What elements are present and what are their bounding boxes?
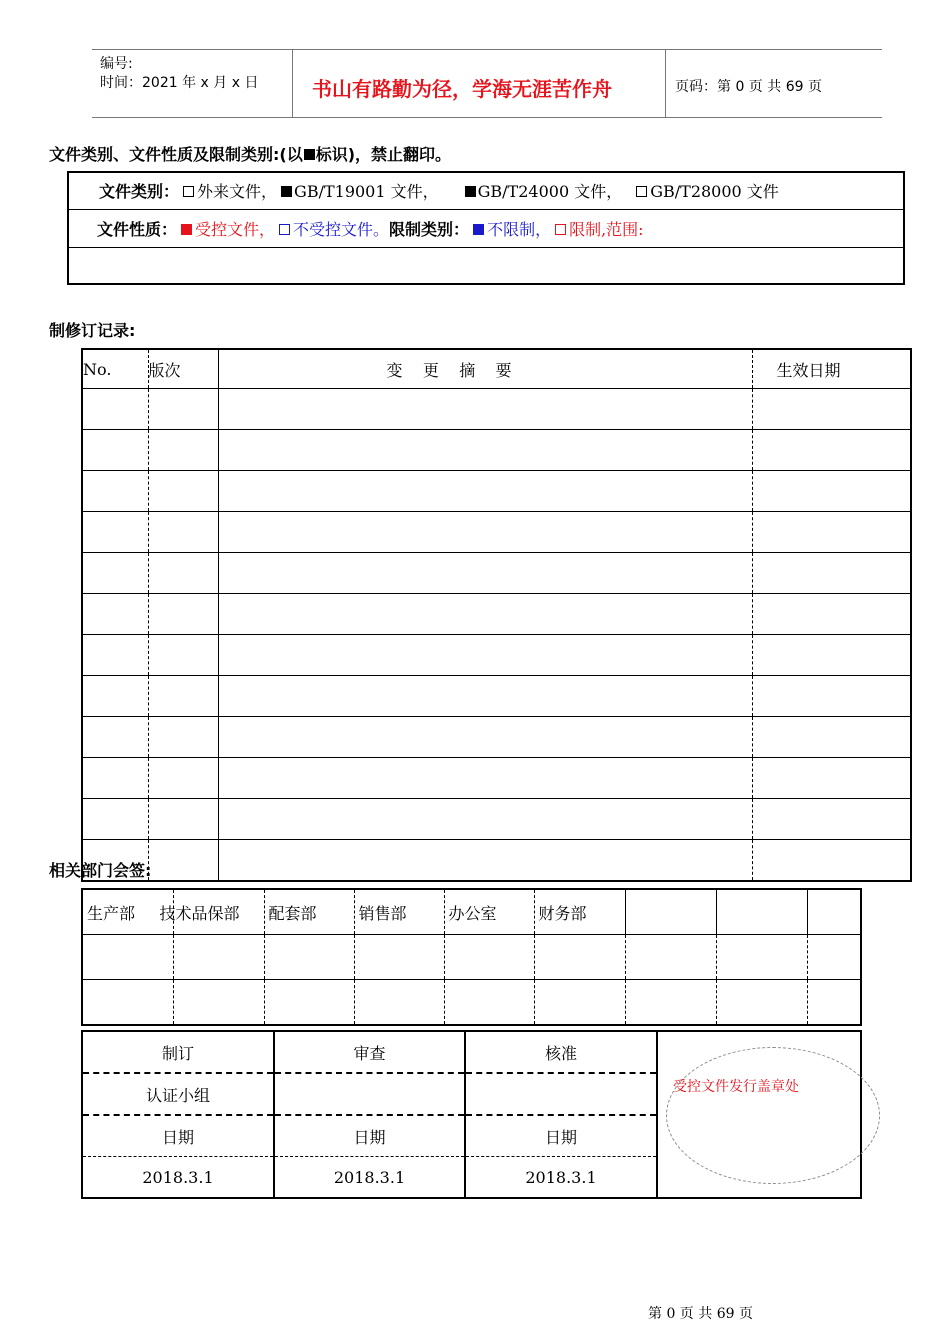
table-cell[interactable] (82, 799, 148, 840)
table-cell[interactable] (752, 635, 911, 676)
code-label: 编号: (100, 56, 133, 72)
table-cell[interactable] (752, 471, 911, 512)
page-label: 页码：第 0 页 共 69 页 (675, 79, 822, 95)
table-row (82, 471, 911, 512)
label-approved: 核准 (544, 1043, 577, 1063)
col-effective-date: 生效日期 (776, 360, 841, 380)
notice-text-after: 标识)，禁止翻印。 (315, 145, 452, 164)
table-cell[interactable] (752, 717, 911, 758)
seal-oval (666, 1047, 880, 1184)
table-cell[interactable] (82, 758, 148, 799)
signature-cell[interactable] (625, 935, 716, 980)
opt-restricted: 限制,范围: (569, 220, 644, 239)
table-cell[interactable] (752, 799, 911, 840)
table-cell[interactable] (752, 512, 911, 553)
table-cell[interactable] (148, 512, 218, 553)
table-row (82, 758, 911, 799)
signature-cell[interactable] (807, 935, 861, 980)
signature-cell[interactable] (444, 935, 534, 980)
approval-cell (82, 1157, 274, 1199)
table-row (82, 389, 911, 430)
department-cell (354, 889, 444, 935)
department-sign-table (81, 888, 862, 1026)
table-row (82, 512, 911, 553)
header-bottom-rule (92, 117, 882, 118)
col-summary: 变 更 摘 要 (386, 360, 512, 380)
motto: 书山有路勤为径，学海无涯苦作舟 (312, 77, 612, 101)
table-row (82, 553, 911, 594)
checked-checkbox-icon[interactable] (473, 224, 484, 235)
table-cell[interactable] (82, 430, 148, 471)
department-cell (159, 889, 264, 935)
restriction-notice (49, 142, 451, 165)
table-cell[interactable] (82, 553, 148, 594)
table-cell[interactable] (218, 594, 752, 635)
table-cell[interactable] (218, 635, 752, 676)
approval-cell (274, 1157, 465, 1199)
table-cell[interactable] (218, 758, 752, 799)
signature-cell[interactable] (354, 980, 444, 1026)
dept-sales: 销售部 (358, 903, 407, 923)
dept-office: 办公室 (448, 903, 497, 923)
department-cell (807, 889, 861, 935)
signature-row (82, 980, 861, 1026)
seal-text: 受控文件发行盖章处 (673, 1079, 799, 1095)
table-cell[interactable] (148, 635, 218, 676)
table-cell[interactable] (82, 676, 148, 717)
table-row (82, 594, 911, 635)
revision-table (81, 348, 912, 882)
approval-cell (274, 1031, 465, 1073)
table-cell[interactable] (148, 717, 218, 758)
restrict-label: 限制类别： (389, 220, 470, 239)
date-value: 2018.3.1 (525, 1167, 597, 1187)
approval-cell (274, 1115, 465, 1157)
signature-cell[interactable] (444, 980, 534, 1026)
signature-row (82, 935, 861, 980)
table-cell[interactable] (82, 635, 148, 676)
header-divider (665, 49, 666, 117)
signature-cell[interactable] (807, 980, 861, 1026)
signature-cell[interactable] (82, 980, 173, 1026)
table-cell[interactable] (218, 430, 752, 471)
filled-square-icon (304, 149, 315, 160)
table-cell[interactable] (82, 471, 148, 512)
table-cell[interactable] (752, 676, 911, 717)
table-cell[interactable] (752, 840, 911, 882)
table-cell[interactable] (752, 389, 911, 430)
dept-finance: 财务部 (538, 903, 587, 923)
approval-cell[interactable] (274, 1073, 465, 1115)
signer-cert-group: 认证小组 (145, 1085, 210, 1105)
table-cell[interactable] (752, 594, 911, 635)
table-cell[interactable] (218, 717, 752, 758)
table-cell[interactable] (148, 799, 218, 840)
table-cell[interactable] (82, 717, 148, 758)
signature-cell[interactable] (264, 935, 354, 980)
approval-cell (82, 1115, 274, 1157)
table-cell[interactable] (82, 594, 148, 635)
opt-uncontrolled: 不受控文件。 (293, 220, 390, 239)
table-cell[interactable] (752, 758, 911, 799)
header-cell (218, 349, 752, 389)
signature-cell[interactable] (716, 980, 807, 1026)
department-cell (625, 889, 716, 935)
table-cell[interactable] (148, 389, 218, 430)
signature-cell[interactable] (82, 935, 173, 980)
approval-cell (465, 1115, 657, 1157)
table-row (82, 799, 911, 840)
header-cell (752, 349, 911, 389)
opt-gb28000: GB/T28000 文件 (650, 182, 779, 201)
department-cell (716, 889, 807, 935)
nature-label: 文件性质： (97, 220, 178, 239)
col-version: 版次 (148, 360, 181, 380)
table-cell[interactable] (218, 799, 752, 840)
departments-title: 相关部门会签: (49, 861, 152, 880)
dept-tech-qa: 技术品保部 (159, 903, 240, 923)
opt-external: 外来文件， (197, 182, 278, 201)
department-cell (444, 889, 534, 935)
table-cell[interactable] (752, 430, 911, 471)
table-cell[interactable] (148, 553, 218, 594)
dept-production: 生产部 (87, 903, 136, 923)
header-top-rule (92, 49, 882, 50)
dept-supporting: 配套部 (268, 903, 317, 923)
footer-page-number: 第 0 页 共 69 页 (648, 1306, 753, 1322)
table-cell[interactable] (148, 430, 218, 471)
signature-cell[interactable] (173, 980, 264, 1026)
opt-gb24000: GB/T24000 文件， (477, 182, 623, 201)
approval-cell (82, 1073, 274, 1115)
label-reviewed: 审查 (353, 1043, 386, 1063)
time-label: 时间：2021 年 x 月 x 日 (100, 75, 259, 91)
checked-checkbox-icon[interactable] (281, 186, 292, 197)
empty-checkbox-icon[interactable] (279, 224, 290, 235)
doc-type-box (67, 171, 905, 285)
signature-cell[interactable] (173, 935, 264, 980)
date-label: 日期 (161, 1127, 194, 1147)
opt-controlled: 受控文件， (195, 220, 276, 239)
row-divider (69, 209, 903, 210)
signature-cell[interactable] (534, 980, 625, 1026)
approval-cell (465, 1157, 657, 1199)
date-label: 日期 (353, 1127, 386, 1147)
notice-text-before: 文件类别、文件性质及限制类别:(以 (49, 145, 303, 164)
table-cell[interactable] (148, 471, 218, 512)
department-header-row (82, 889, 861, 935)
table-cell[interactable] (148, 840, 218, 882)
col-no: No. (83, 359, 112, 379)
signature-cell[interactable] (354, 935, 444, 980)
table-cell[interactable] (148, 594, 218, 635)
approval-cell (82, 1031, 274, 1073)
table-header-row (82, 349, 911, 389)
opt-unrestricted: 不限制， (487, 220, 552, 239)
approval-cell[interactable] (465, 1073, 657, 1115)
department-cell (264, 889, 354, 935)
signature-cell[interactable] (716, 935, 807, 980)
checked-checkbox-icon[interactable] (465, 186, 476, 197)
empty-checkbox-icon[interactable] (183, 186, 194, 197)
signature-cell[interactable] (625, 980, 716, 1026)
opt-gb19001: GB/T19001 文件， (294, 182, 439, 201)
nature-line (97, 217, 644, 240)
table-cell[interactable] (218, 676, 752, 717)
category-line (99, 179, 779, 202)
table-row (82, 717, 911, 758)
empty-checkbox-icon[interactable] (636, 186, 647, 197)
header-cell (82, 349, 148, 389)
table-cell[interactable] (752, 553, 911, 594)
revision-title: 制修订记录: (49, 321, 136, 340)
signature-cell[interactable] (264, 980, 354, 1026)
category-label: 文件类别： (99, 182, 180, 201)
header-cell (148, 349, 218, 389)
approval-cell (465, 1031, 657, 1073)
table-row (82, 840, 911, 882)
header-divider (292, 49, 293, 117)
date-value: 2018.3.1 (142, 1167, 214, 1187)
checked-checkbox-icon[interactable] (181, 224, 192, 235)
table-row (82, 676, 911, 717)
empty-checkbox-icon[interactable] (555, 224, 566, 235)
table-cell[interactable] (148, 758, 218, 799)
table-cell[interactable] (218, 512, 752, 553)
table-cell[interactable] (82, 512, 148, 553)
signature-cell[interactable] (534, 935, 625, 980)
table-cell[interactable] (148, 676, 218, 717)
date-value: 2018.3.1 (333, 1167, 406, 1187)
date-label: 日期 (544, 1127, 577, 1147)
table-row (82, 635, 911, 676)
table-row (82, 430, 911, 471)
label-prepared: 制订 (161, 1043, 194, 1063)
table-cell[interactable] (218, 471, 752, 512)
table-cell[interactable] (218, 389, 752, 430)
department-cell (534, 889, 625, 935)
table-cell[interactable] (218, 840, 752, 882)
table-cell[interactable] (218, 553, 752, 594)
row-divider (69, 247, 903, 248)
table-cell[interactable] (82, 389, 148, 430)
